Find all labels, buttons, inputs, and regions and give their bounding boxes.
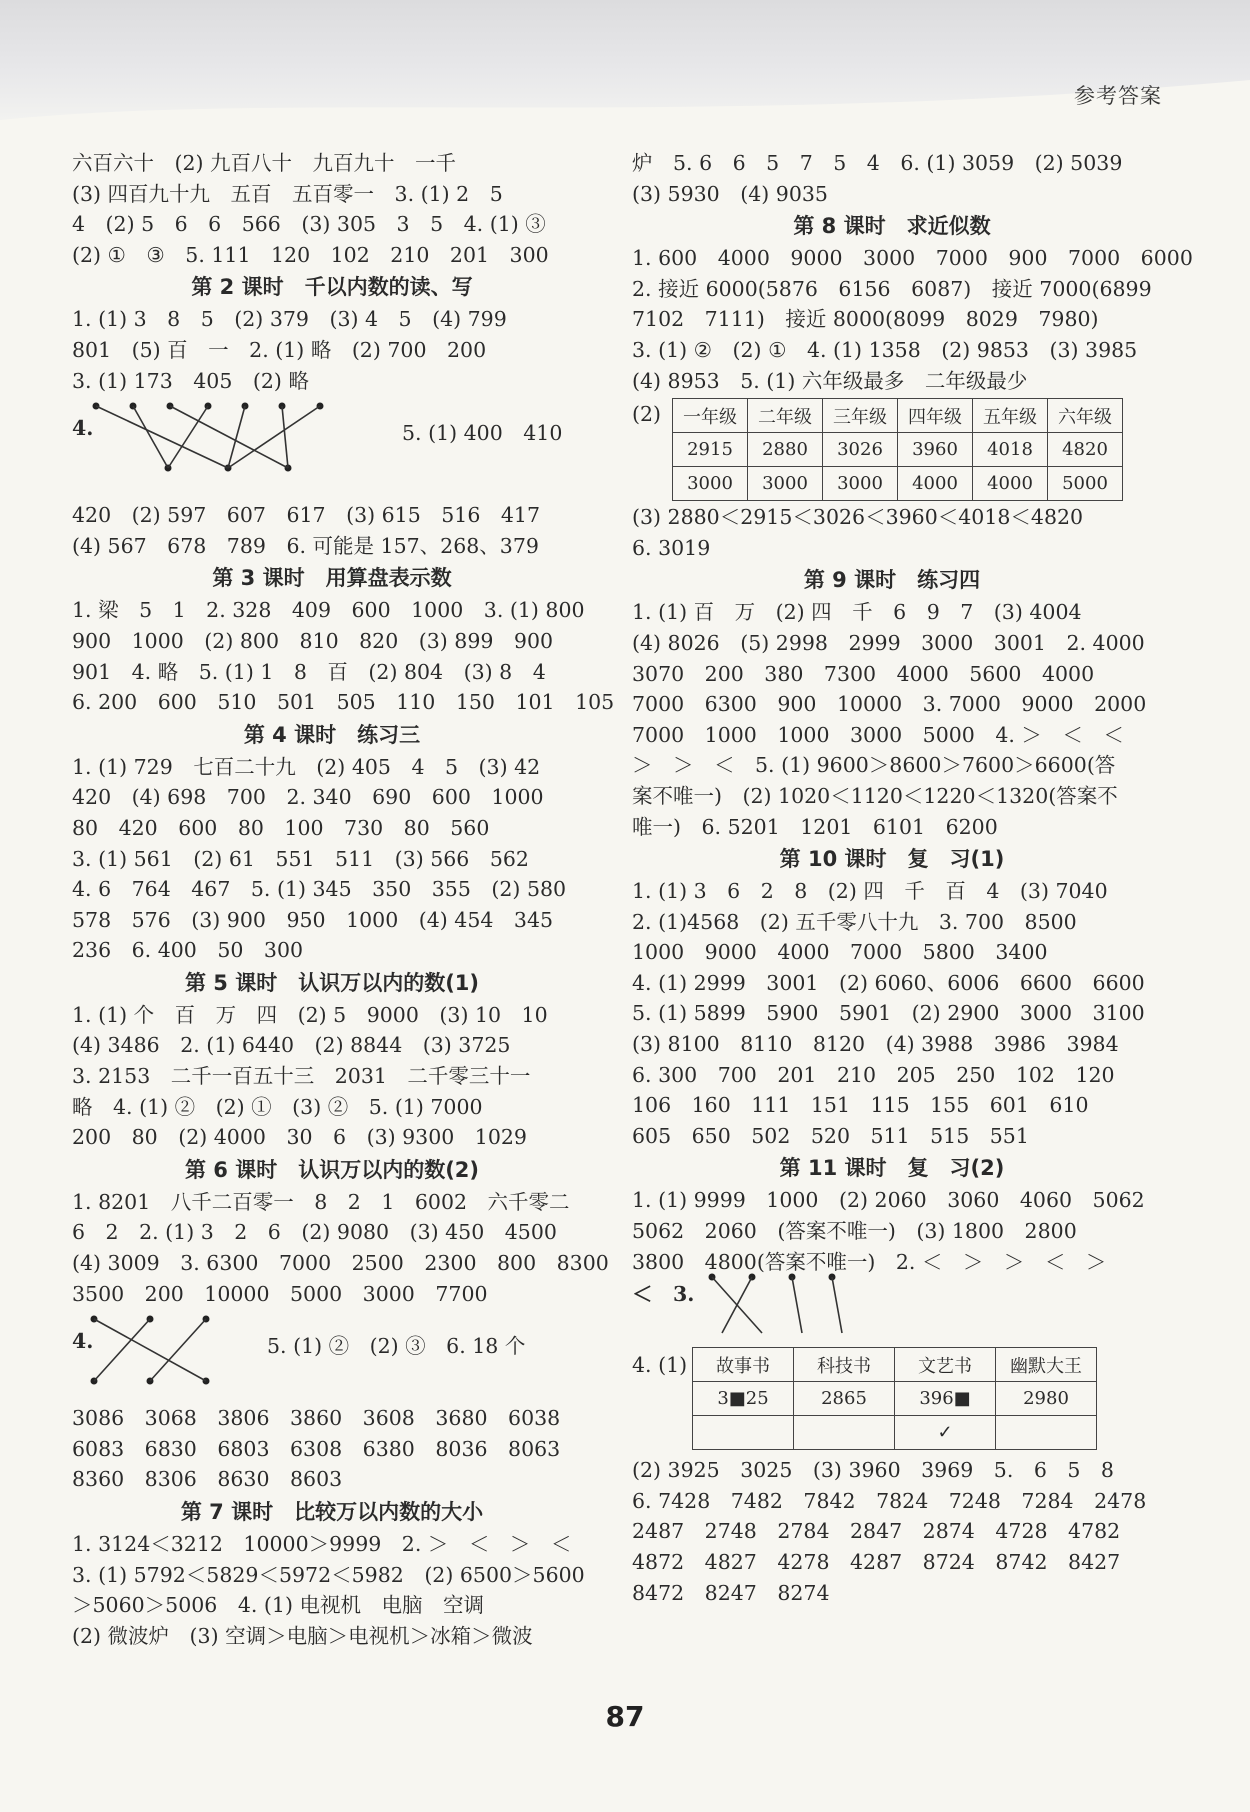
table-cell: 2980 xyxy=(996,1382,1097,1416)
table-cell: 2915 xyxy=(673,433,748,467)
lesson-heading: 第 5 课时 认识万以内的数(1) xyxy=(184,970,480,995)
answer-line: 1. 8201 八千二百零一 8 2 1 6002 六千零二 xyxy=(72,1189,570,1214)
answer-line: 7102 7111) 接近 8000(8099 8029 7980) xyxy=(632,307,1099,332)
answer-line: (3) 5930 (4) 9035 xyxy=(632,181,828,206)
answer-line: 1. (1) 3 8 5 (2) 379 (3) 4 5 (4) 799 xyxy=(72,307,507,332)
answer-line: 80 420 600 80 100 730 80 560 xyxy=(72,815,490,840)
answer-line: 炉 5. 6 6 5 7 5 4 6. (1) 3059 (2) 5039 xyxy=(632,151,1123,175)
grade-table xyxy=(672,398,1123,501)
check-mark: ✓ xyxy=(937,1422,953,1444)
figure-label: ＜ 3. xyxy=(632,1282,695,1307)
answer-line: 420 (2) 597 607 617 (3) 615 516 417 xyxy=(72,503,541,528)
answer-line: 4. 6 764 467 5. (1) 345 350 355 (2) 580 xyxy=(72,877,567,902)
table-row xyxy=(673,433,1123,467)
answer-line: 1. 梁 5 1 2. 328 409 600 1000 3. (1) 800 xyxy=(72,598,585,623)
answer-line: 1000 9000 4000 7000 5800 3400 xyxy=(632,940,1048,965)
page-number: 87 xyxy=(605,1700,645,1733)
table-header-cell: 六年级 xyxy=(1048,399,1123,433)
match-line xyxy=(832,1277,842,1333)
table-cell: 3000 xyxy=(748,467,823,501)
answer-line: 605 650 502 520 511 515 551 xyxy=(632,1123,1029,1148)
answer-line: 唯一) 6. 5201 1201 6101 6200 xyxy=(632,814,998,839)
answer-line: (2) ① ③ 5. 111 120 102 210 201 300 xyxy=(72,242,549,267)
table-header-cell: 故事书 xyxy=(693,1348,794,1382)
table-row xyxy=(693,1382,1097,1416)
answer-line: 236 6. 400 50 300 xyxy=(72,938,304,963)
table-cell: 3026 xyxy=(823,433,898,467)
answer-line: (3) 8100 8110 8120 (4) 3988 3986 3984 xyxy=(632,1032,1119,1057)
answer-line: 8360 8306 8630 8603 xyxy=(72,1467,343,1492)
answer-line: 1. (1) 3 6 2 8 (2) 四 千 百 4 (3) 7040 xyxy=(632,879,1108,904)
book-table-block xyxy=(632,1347,1152,1455)
answer-line: 3070 200 380 7300 4000 5600 4000 xyxy=(632,661,1095,686)
table-cell xyxy=(693,1416,794,1450)
answer-line: (4) 8026 (5) 2998 2999 3000 3001 2. 4000 xyxy=(632,630,1145,655)
answer-line: 5062 2060 (答案不唯一) (3) 1800 2800 xyxy=(632,1219,1077,1244)
answer-line: 1. (1) 729 七百二十九 (2) 405 4 5 (3) 42 xyxy=(72,754,541,779)
answer-line: 3. (1) ② (2) ① 4. (1) 1358 (2) 9853 (3) 3985 xyxy=(632,337,1138,362)
answer-line: 1. 600 4000 9000 3000 7000 900 7000 6000 xyxy=(632,246,1193,271)
answer-line: 6. 3019 xyxy=(632,535,711,560)
table-cell xyxy=(895,1416,996,1450)
answer-line: 3. (1) 561 (2) 61 551 511 (3) 566 562 xyxy=(72,846,529,871)
answer-line: 801 (5) 百 一 2. (1) 略 (2) 700 200 xyxy=(72,337,487,362)
answer-line: (3) 四百九十九 五百 五百零一 3. (1) 2 5 xyxy=(72,181,503,206)
answer-line: 2. (1)4568 (2) 五千零八十九 3. 700 8500 xyxy=(632,909,1077,934)
table-cell: 396■ xyxy=(895,1382,996,1416)
answer-line: 4 (2) 5 6 6 566 (3) 305 3 5 4. (1) ③ xyxy=(72,212,546,237)
table-cell: 4820 xyxy=(1048,433,1123,467)
matching-diagram xyxy=(88,400,348,480)
answer-line: 8472 8247 8274 xyxy=(632,1580,830,1605)
table-header-cell: 二年级 xyxy=(748,399,823,433)
match-line xyxy=(282,406,288,468)
book-table xyxy=(692,1347,1097,1450)
figure-trailing-text: 5. (1) ② (2) ③ 6. 18 个 xyxy=(267,1334,526,1359)
matching-diagram xyxy=(702,1271,882,1341)
table-cell: 5000 xyxy=(1048,467,1123,501)
answer-line: (4) 8953 5. (1) 六年级最多 二年级最少 xyxy=(632,368,1028,393)
lesson-heading: 第 7 课时 比较万以内数的大小 xyxy=(180,1500,484,1524)
answer-line: 6083 6830 6803 6308 6380 8036 8063 xyxy=(72,1436,561,1461)
answer-line: 4872 4827 4278 4287 8724 8742 8427 xyxy=(632,1550,1121,1574)
table-header-cell: 四年级 xyxy=(898,399,973,433)
answer-line: 7000 1000 1000 3000 5000 4. ＞ ＜ ＜ xyxy=(632,722,1124,747)
answer-line: 4. (1) 2999 3001 (2) 6060、6006 6600 6600 xyxy=(632,970,1145,995)
table-cell: 3960 xyxy=(898,433,973,467)
lesson-heading: 第 10 课时 复 习(1) xyxy=(779,847,1005,872)
answer-line: 2487 2748 2784 2847 2874 4728 4782 xyxy=(632,1519,1121,1544)
grade-table-block xyxy=(632,396,1152,502)
match-line xyxy=(150,1319,206,1381)
table-cell: 3000 xyxy=(673,467,748,501)
table-header-cell: 一年级 xyxy=(673,399,748,433)
table-label: 4. (1) xyxy=(632,1353,688,1378)
answer-line: 578 576 (3) 900 950 1000 (4) 454 345 xyxy=(72,907,554,932)
answer-line: 6 2 2. (1) 3 2 6 (2) 9080 (3) 450 4500 xyxy=(72,1220,557,1245)
answer-line: 900 1000 (2) 800 810 820 (3) 899 900 xyxy=(72,628,554,653)
answer-line: 3. (1) 173 405 (2) 略 xyxy=(72,368,309,393)
table-row xyxy=(673,467,1123,501)
answer-line: 7000 6300 900 10000 3. 7000 9000 2000 xyxy=(632,692,1147,717)
answer-line: 1. (1) 9999 1000 (2) 2060 3060 4060 5062 xyxy=(632,1188,1145,1213)
table-header-row xyxy=(693,1348,1097,1382)
table-header-cell: 三年级 xyxy=(823,399,898,433)
answer-line: 200 80 (2) 4000 30 6 (3) 9300 1029 xyxy=(72,1125,527,1150)
answer-line: (2) 微波炉 (3) 空调＞电脑＞电视机＞冰箱＞微波 xyxy=(72,1623,533,1648)
table-cell: 2880 xyxy=(748,433,823,467)
table-header-cell: 幽默大王 xyxy=(996,1348,1097,1382)
matching-figure xyxy=(72,1309,592,1403)
answer-line: 1. (1) 百 万 (2) 四 千 6 9 7 (3) 4004 xyxy=(632,600,1082,625)
table-cell: 3000 xyxy=(823,467,898,501)
answer-line: 6. 7428 7482 7842 7824 7248 7284 2478 xyxy=(632,1488,1147,1513)
answer-line: (4) 3009 3. 6300 7000 2500 2300 800 8300 xyxy=(72,1251,609,1276)
figure-label: 4. xyxy=(72,416,94,441)
answer-line: 3086 3068 3806 3860 3608 3680 6038 xyxy=(72,1406,561,1431)
table-header-cell: 五年级 xyxy=(973,399,1048,433)
answer-line: (3) 2880＜2915＜3026＜3960＜4018＜4820 xyxy=(632,505,1084,530)
table-cell: 4000 xyxy=(973,467,1048,501)
table-cell: 2865 xyxy=(794,1382,895,1416)
answer-line: (2) 3925 3025 (3) 3960 3969 5. 6 5 8 xyxy=(632,1458,1114,1483)
matching-figure xyxy=(632,1277,1152,1347)
table-cell: 4000 xyxy=(898,467,973,501)
answer-line: 2. 接近 6000(5876 6156 6087) 接近 7000(6899 xyxy=(632,276,1152,301)
right-column xyxy=(632,148,1193,1608)
answer-line: 3800 4800(答案不唯一) 2. ＜ ＞ ＞ ＜ ＞ xyxy=(632,1249,1107,1274)
lesson-heading: 第 4 课时 练习三 xyxy=(243,722,421,747)
matching-figure xyxy=(72,396,592,500)
lesson-heading: 第 2 课时 千以内数的读、写 xyxy=(191,275,473,300)
header-title: 参考答案 xyxy=(1074,84,1162,108)
table-header-cell: 文艺书 xyxy=(895,1348,996,1382)
table-label: (2) xyxy=(632,402,662,427)
match-line xyxy=(792,1277,802,1333)
answer-line: 420 (4) 698 700 2. 340 690 600 1000 xyxy=(72,785,544,810)
figure-trailing-text: 5. (1) 400 410 xyxy=(402,421,563,446)
table-cell: 3■25 xyxy=(693,1382,794,1416)
lesson-heading: 第 11 课时 复 习(2) xyxy=(779,1156,1005,1181)
lesson-heading: 第 8 课时 求近似数 xyxy=(793,214,991,239)
answer-line: 901 4. 略 5. (1) 1 8 百 (2) 804 (3) 8 4 xyxy=(72,659,546,684)
lesson-heading: 第 6 课时 认识万以内的数(2) xyxy=(184,1157,480,1182)
answer-line: 6. 200 600 510 501 505 110 150 101 105 xyxy=(72,690,615,715)
answer-line: (4) 567 678 789 6. 可能是 157、268、379 xyxy=(72,533,539,558)
answer-line: 略 4. (1) ② (2) ① (3) ② 5. (1) 7000 xyxy=(72,1094,483,1119)
header-wave xyxy=(0,60,1250,150)
answer-line: ＞ ＞ ＜ 5. (1) 9600＞8600＞7600＞6600(答 xyxy=(632,753,1116,778)
table-row-check xyxy=(693,1416,1097,1450)
table-cell xyxy=(794,1416,895,1450)
table-header-cell: 科技书 xyxy=(794,1348,895,1382)
lesson-heading: 第 9 课时 练习四 xyxy=(803,568,981,593)
left-column xyxy=(72,148,615,1651)
answer-line: (4) 3486 2. (1) 6440 (2) 8844 (3) 3725 xyxy=(72,1033,511,1058)
answer-line: 六百六十 (2) 九百八十 九百九十 一千 xyxy=(72,151,457,175)
answer-line: 案不唯一) (2) 1020＜1120＜1220＜1320(答案不 xyxy=(632,783,1118,808)
answer-line: 1. (1) 个 百 万 四 (2) 5 9000 (3) 10 10 xyxy=(72,1002,548,1027)
answer-line: 5. (1) 5899 5900 5901 (2) 2900 3000 3100 xyxy=(632,1001,1145,1026)
match-line xyxy=(722,1277,752,1333)
answer-line: 106 160 111 151 115 155 601 610 xyxy=(632,1093,1089,1118)
answer-line: 3. (1) 5792＜5829＜5972＜5982 (2) 6500＞5600 xyxy=(72,1562,585,1587)
answer-line: 1. 3124＜3212 10000＞9999 2. ＞ ＜ ＞ ＜ xyxy=(72,1532,572,1556)
answer-line: 3500 200 10000 5000 3000 7700 xyxy=(72,1281,488,1306)
table-cell: 4018 xyxy=(973,433,1048,467)
match-line xyxy=(94,1319,150,1381)
answer-line: 6. 300 700 201 210 205 250 102 120 xyxy=(632,1062,1115,1087)
figure-label: 4. xyxy=(72,1329,94,1354)
answer-line: 3. 2153 二千一百五十三 2031 二千零三十一 xyxy=(72,1064,531,1089)
lesson-heading: 第 3 课时 用算盘表示数 xyxy=(212,566,452,591)
match-line xyxy=(94,1319,206,1381)
table-cell xyxy=(996,1416,1097,1450)
table-header-row xyxy=(673,399,1123,433)
answer-line: ＞5060＞5006 4. (1) 电视机 电脑 空调 xyxy=(72,1593,484,1618)
